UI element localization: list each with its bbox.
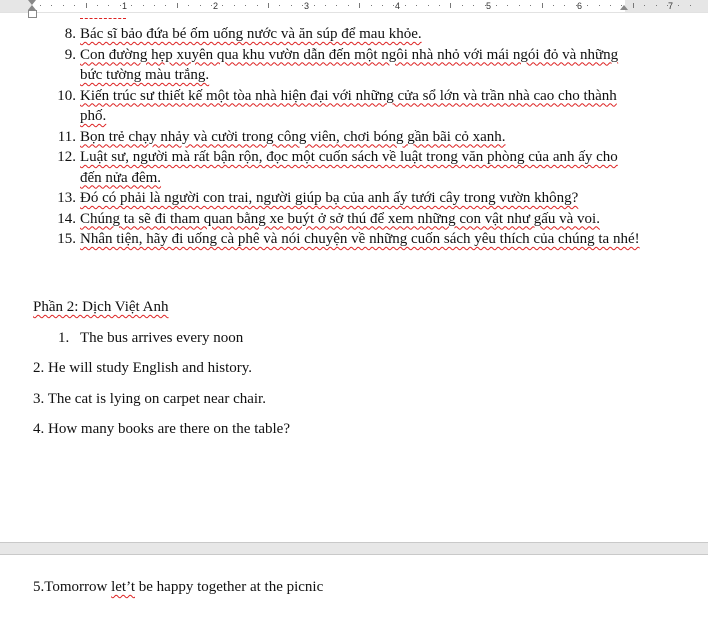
ruler-tick <box>667 5 668 6</box>
ruler-tick <box>530 5 531 6</box>
list-item[interactable]: 15. Nhân tiện, hãy đi uống cà phê và nói chuyện về những cuốn sách yêu thích của chúng ta nhé! <box>57 231 640 247</box>
ruler-tick <box>302 5 303 6</box>
ruler-tick <box>656 5 657 6</box>
ruler-tick <box>97 5 98 6</box>
ruler-tick <box>120 5 121 6</box>
ruler-number: 3 <box>304 1 310 11</box>
ruler-tick <box>177 3 178 8</box>
ruler-tick <box>325 5 326 6</box>
ruler-tick <box>108 5 109 6</box>
ruler-tick <box>439 5 440 6</box>
list-item[interactable]: 14. Chúng ta sẽ đi tham quan bằng xe buýt ở sở thú để xem những con vật như gấu và voi. <box>57 210 600 227</box>
ruler-tick <box>165 5 166 6</box>
ruler-number: 6 <box>577 1 583 11</box>
translation-1[interactable]: The bus arrives every noon <box>80 330 244 346</box>
ruler-tick <box>74 5 75 6</box>
section-heading[interactable]: Phần 2: Dịch Việt Anh <box>33 299 169 315</box>
ruler-tick <box>462 5 463 6</box>
ruler-tick <box>131 5 132 6</box>
ruler-tick <box>336 5 337 6</box>
ruler-tick <box>279 5 280 6</box>
ruler-tick <box>371 5 372 6</box>
list-item[interactable]: 9. Con đường hẹp xuyên qua khu vườn dẫn đến một ngôi nhà nhỏ với mái ngói đỏ và những bức tường màu trắng. <box>64 46 619 83</box>
ruler-tick <box>143 5 144 6</box>
ruler-number: 1 <box>122 1 128 11</box>
list-item[interactable]: 8. Bác sĩ bảo đứa bé ốm uống nước và ăn súp để mau khỏe. <box>64 26 422 42</box>
ruler-number: 5 <box>486 1 492 11</box>
translation-2[interactable]: 2. He will study English and history. <box>33 360 253 376</box>
ruler-tick <box>621 5 622 6</box>
ruler-tick <box>257 5 258 6</box>
ruler-tick <box>542 3 543 8</box>
ruler-tick <box>154 5 155 6</box>
translation-5-prefix: 5.Tomorrow <box>33 579 112 595</box>
ruler-tick <box>485 5 486 6</box>
ruler-number: 4 <box>395 1 401 11</box>
list-item[interactable]: 13. Đó có phải là người con trai, người giúp bạ của anh ấy tưới cây trong vườn không? <box>57 190 579 206</box>
ruler-tick <box>86 3 87 8</box>
ruler-right-margin <box>625 0 708 12</box>
ruler-tick <box>610 5 611 6</box>
misspelled-word: let’t <box>111 579 135 595</box>
ruler-tick <box>450 3 451 8</box>
ruler-tick <box>690 5 691 6</box>
ruler-tick <box>678 5 679 6</box>
ruler-tick <box>222 5 223 6</box>
ruler-tick <box>291 5 292 6</box>
translation-4[interactable]: 4. How many books are there on the table? <box>33 421 290 437</box>
ruler-tick <box>519 5 520 6</box>
ruler-tick <box>393 5 394 6</box>
ruler-tick <box>564 5 565 6</box>
ruler-tick <box>633 3 634 8</box>
ruler-tick <box>382 5 383 6</box>
list-item[interactable]: 12. Luật sư, người mà rất bận rộn, đọc một cuốn sách về luật trong văn phòng của anh ấy cho đến nửa đêm. <box>57 149 618 186</box>
ruler-tick <box>507 5 508 6</box>
translation-5[interactable] <box>33 577 323 597</box>
list-item[interactable]: 11. Bọn trẻ chạy nhảy và cười trong công viên, chơi bóng gần bãi cỏ xanh. <box>57 128 506 145</box>
list-item[interactable]: 10. Kiến trúc sư thiết kế một tòa nhà hiện đại với những cửa sổ lớn và trần nhà cao cho thành phố. <box>57 87 617 124</box>
document-page-1[interactable] <box>0 12 708 542</box>
ruler-tick <box>416 5 417 6</box>
ruler-tick <box>63 5 64 6</box>
ruler-tick <box>644 5 645 6</box>
ruler-tick <box>348 5 349 6</box>
translation-5-suffix: be happy together at the picnic <box>135 579 324 595</box>
ruler-tick <box>245 5 246 6</box>
ruler-tick <box>211 5 212 6</box>
ruler-tick <box>51 5 52 6</box>
ruler-tick <box>200 5 201 6</box>
ruler-tick <box>473 5 474 6</box>
ruler-tick <box>553 5 554 6</box>
ruler-tick <box>428 5 429 6</box>
ruler-tick <box>496 5 497 6</box>
ruler-tick <box>188 5 189 6</box>
spelling-mark <box>80 18 126 19</box>
ruler-tick <box>599 5 600 6</box>
ruler-tick <box>40 5 41 6</box>
ruler-tick <box>576 5 577 6</box>
ruler-tick <box>359 3 360 8</box>
ruler-tick <box>587 5 588 6</box>
document-page-2[interactable] <box>0 555 708 631</box>
translation-1-number: 1. <box>58 330 70 346</box>
numbered-list <box>0 24 708 250</box>
translation-3[interactable]: 3. The cat is lying on carpet near chair. <box>33 391 266 407</box>
ruler-tick <box>268 3 269 8</box>
ruler-number: 7 <box>668 1 674 11</box>
ruler-tick <box>234 5 235 6</box>
ruler-number: 2 <box>213 1 219 11</box>
page-break-gap <box>0 542 708 555</box>
ruler-tick <box>405 5 406 6</box>
ruler-tick <box>314 5 315 6</box>
